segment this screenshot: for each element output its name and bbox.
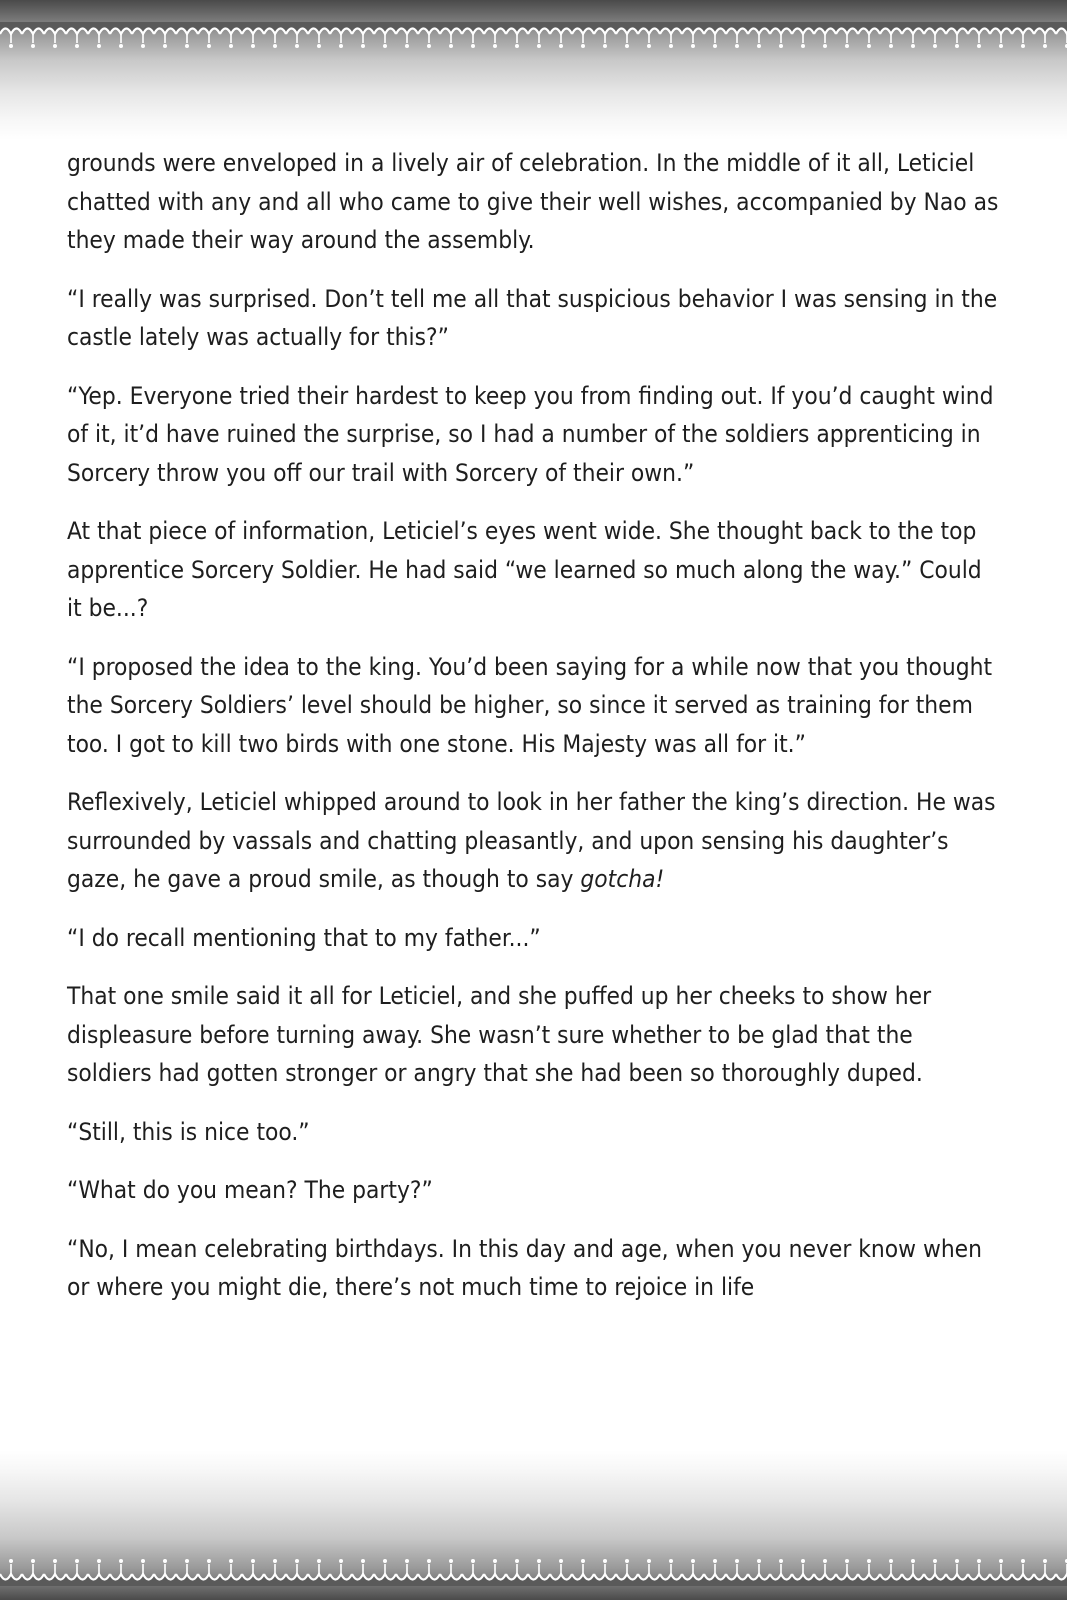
top-scallop-ornament: [0, 22, 1067, 56]
paragraph: That one smile said it all for Leticiel, and she puffed up her cheeks to show her displeasure before turning away. She wasn’t sure whether to be glad that the soldiers had gotten stronger or angry that she had been so thoroughly duped.: [67, 981, 932, 1087]
paragraph: “No, I mean celebrating birthdays. In this day and age, when you never know when or where you might die, there’s not much time to rejoice in life: [67, 1233, 982, 1301]
body-text: [67, 144, 1002, 1327]
paragraph: At that piece of information, Leticiel’s eyes went wide. She thought back to the top apprentice Sorcery Soldier. He had said “we learned so much along the way.” Could it be...?: [67, 516, 982, 622]
bottom-decorative-border: [0, 1450, 1067, 1600]
paragraph: “Yep. Everyone tried their hardest to keep you from finding out. If you’d caught wind of it, it’d have ruined the surprise, so I had a number of the soldiers apprenticing in Sorcery throw you off our trail with Sorcery of their own.”: [67, 380, 994, 487]
paragraph: [67, 783, 1002, 899]
emphasis-text: gotcha!: [580, 864, 665, 893]
paragraph: grounds were enveloped in a lively air of celebration. In the middle of it all, Leticiel chatted with any and all who came to give their well wishes, accompanied by Nao as they made their way around the assembly.: [67, 148, 999, 254]
paragraph: “I do recall mentioning that to my father...”: [67, 922, 541, 952]
paragraph-text: Reflexively, Leticiel whipped around to look in her father the king’s direction. He was surrounded by vassals and chatting pleasantly, and upon sensing his daughter’s gaze, he gave a proud smile, as though to say: [67, 787, 996, 893]
paragraph: “I really was surprised. Don’t tell me all that suspicious behavior I was sensing in the castle lately was actually for this?”: [67, 283, 998, 351]
paragraph: “Still, this is nice too.”: [67, 1116, 310, 1146]
top-decorative-border: [0, 0, 1067, 140]
paragraph: “I proposed the idea to the king. You’d been saying for a while now that you thought the Sorcery Soldiers’ level should be higher, so since it served as training for them too. I got to kill two birds with one stone. His Majesty was all for it.”: [67, 651, 993, 758]
paragraph: “What do you mean? The party?”: [67, 1175, 433, 1204]
bottom-scallop-ornament: [0, 1550, 1067, 1586]
